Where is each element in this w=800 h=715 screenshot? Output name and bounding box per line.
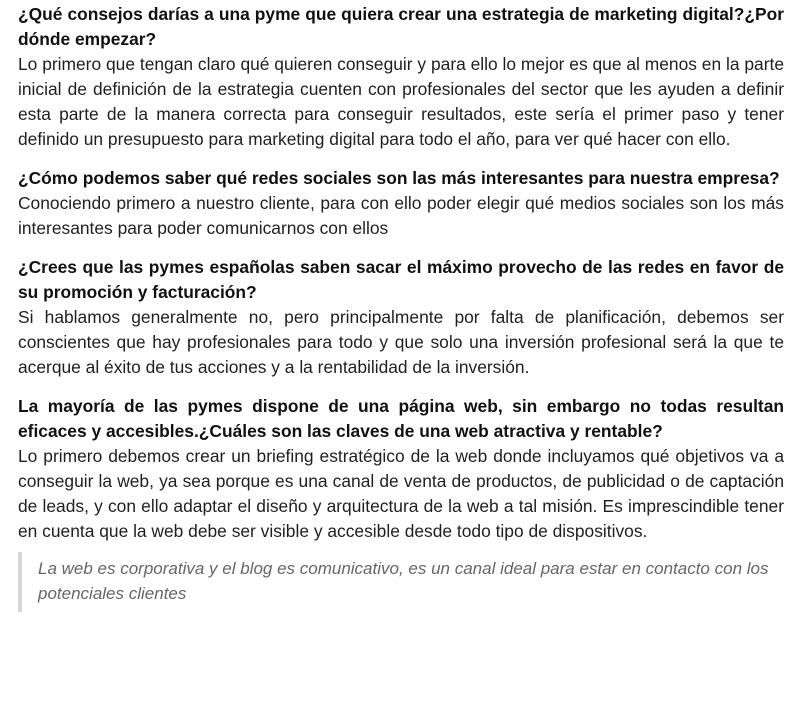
question-heading: ¿Qué consejos darías a una pyme que quiera crear una estrategia de marketing digital?¿Por dónde empezar? [18,4,784,49]
answer-paragraph: Lo primero debemos crear un briefing estratégico de la web donde incluyamos qué objetivos va a conseguir la web, ya sea porque es una canal de venta de productos, de publicidad o de captación de leads, y con ello adaptar el diseño y arquitectura de la web a tal misión. Es imprescindible tener en cuenta que la web debe ser visible y accesible desde todo tipo de dispositivos. [18,446,784,541]
answer-paragraph: Conociendo primero a nuestro cliente, para con ello poder elegir qué medios sociales son los más interesantes para poder comunicarnos con ellos [18,193,784,238]
question-heading: La mayoría de las pymes dispone de una página web, sin embargo no todas resultan eficaces y accesibles.¿Cuáles son las claves de una web atractiva y rentable? [18,396,784,441]
question-heading: ¿Crees que las pymes españolas saben sacar el máximo provecho de las redes en favor de su promoción y facturación? [18,257,784,302]
pull-quote: La web es corporativa y el blog es comunicativo, es un canal ideal para estar en contacto con los potenciales clientes [18,552,784,612]
answer-paragraph: Si hablamos generalmente no, pero principalmente por falta de planificación, debemos ser conscientes que hay profesionales para todo y que solo una inversión profesional será la que te acerque al éxito de tus acciones y a la rentabilidad de la inversión. [18,307,784,377]
answer-paragraph: Lo primero que tengan claro qué quieren conseguir y para ello lo mejor es que al menos en la parte inicial de definición de la estrategia cuenten con profesionales del sector que les ayuden a definir esta parte de la manera correcta para conseguir resultados, este sería el primer paso y tener definido un presupuesto para marketing digital para todo el año, para ver qué hacer con ello. [18,54,784,149]
qa-block-2 [18,166,784,241]
qa-block-4 [18,394,784,544]
qa-block-1 [18,2,784,152]
question-heading: ¿Cómo podemos saber qué redes sociales son las más interesantes para nuestra empresa? [18,168,780,188]
qa-block-3 [18,255,784,380]
